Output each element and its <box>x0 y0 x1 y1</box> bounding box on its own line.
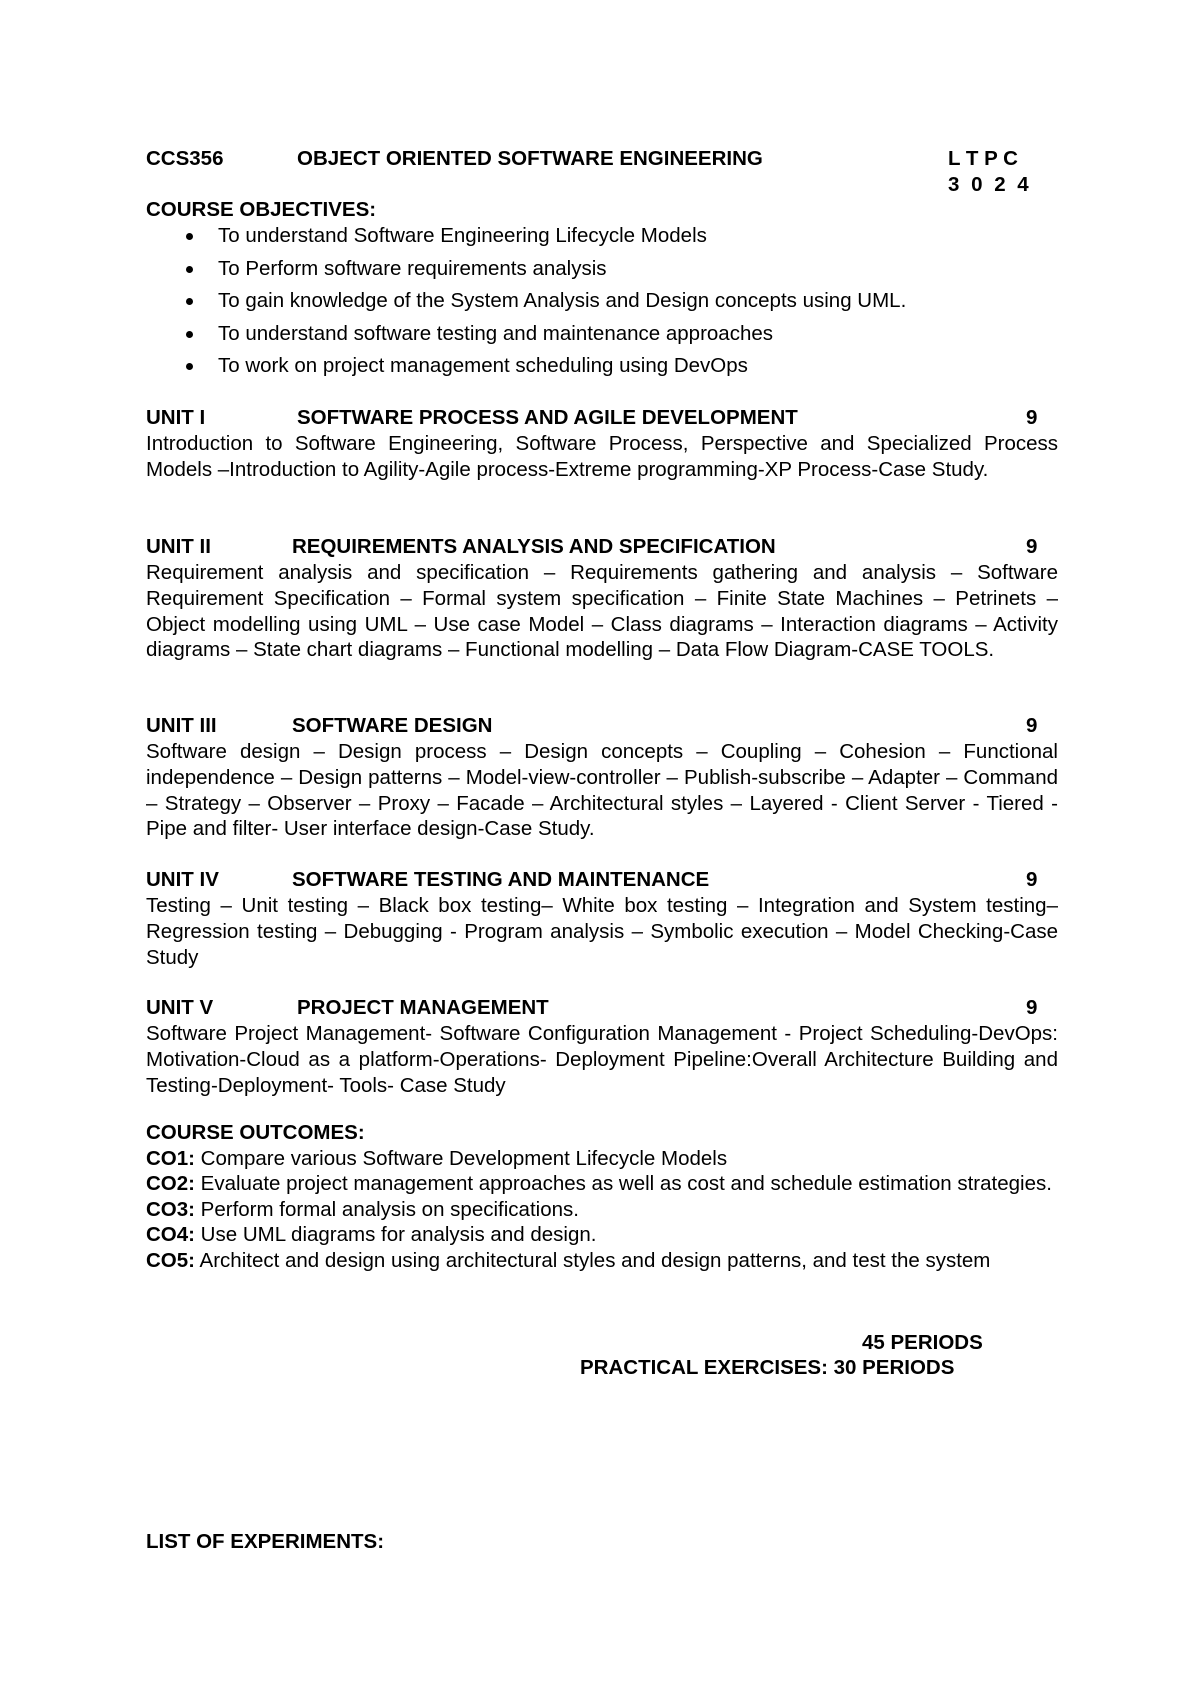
unit-body: Software design – Design process – Design concepts – Coupling – Cohesion – Functional independence – Design patterns – Model-view-controller – Publish-subscribe – Adapter – Command – Strategy – Observer – Proxy – Facade – Architectural styles – Layered - Client Server - Tiered - Pipe and filter- User interface design-Case Study. <box>146 740 1058 841</box>
outcome-item <box>146 1197 1058 1223</box>
unit-title: SOFTWARE PROCESS AND AGILE DEVELOPMENT <box>297 406 798 429</box>
unit-body: Requirement analysis and specification – Requirements gathering and analysis – Software Requirement Specification – Formal system specification – Finite State Machines – Petrinets – Object modelling using UML – Use case Model – Class diagrams – Interaction diagrams – Activity diagrams – State chart diagrams – Functional modelling – Data Flow Diagram-CASE TOOLS. <box>146 561 1058 662</box>
outcome-text: Use UML diagrams for analysis and design. <box>194 1223 597 1247</box>
objective-item: To gain knowledge of the System Analysis and Design concepts using UML. <box>186 288 906 321</box>
ltpc-values: 3 0 2 4 <box>948 173 1032 196</box>
unit-heading <box>146 995 1058 1021</box>
unit-heading <box>146 867 1058 893</box>
objectives-title: COURSE OBJECTIVES: <box>146 198 377 221</box>
unit-hours: 9 <box>1026 535 1038 558</box>
unit-title: SOFTWARE DESIGN <box>292 714 493 737</box>
outcome-text: Compare various Software Development Lifecycle Models <box>194 1146 728 1170</box>
unit-label: UNIT II <box>146 535 211 558</box>
unit-heading <box>146 713 1058 739</box>
practical-periods: PRACTICAL EXERCISES: 30 PERIODS <box>580 1356 955 1379</box>
unit-heading <box>146 534 1058 560</box>
unit-label: UNIT I <box>146 406 206 429</box>
unit-hours: 9 <box>1026 406 1038 429</box>
unit-hours: 9 <box>1026 996 1038 1019</box>
unit-4 <box>146 867 1058 970</box>
unit-hours: 9 <box>1026 868 1038 891</box>
ltpc-label: L T P C <box>948 147 1018 170</box>
course-title: OBJECT ORIENTED SOFTWARE ENGINEERING <box>297 147 763 170</box>
unit-body: Introduction to Software Engineering, Software Process, Perspective and Specialized Process Models –Introduction to Agility-Agile process-Extreme programming-XP Process-Case Study. <box>146 432 1058 481</box>
outcome-text: Perform formal analysis on specifications. <box>194 1197 579 1221</box>
objective-item: To Perform software requirements analysis <box>186 256 906 289</box>
unit-title: PROJECT MANAGEMENT <box>297 996 549 1019</box>
experiments-title: LIST OF EXPERIMENTS: <box>146 1530 385 1553</box>
outcome-item <box>146 1146 1058 1172</box>
objective-item: To understand software testing and maintenance approaches <box>186 321 906 354</box>
unit-label: UNIT IV <box>146 868 219 891</box>
outcome-item <box>146 1222 1058 1248</box>
outcome-text: Evaluate project management approaches as well as cost and schedule estimation strategies. <box>194 1172 1052 1196</box>
unit-title: SOFTWARE TESTING AND MAINTENANCE <box>292 868 710 891</box>
outcome-code: CO2: <box>146 1172 195 1196</box>
unit-heading <box>146 405 1058 431</box>
course-code: CCS356 <box>146 147 224 170</box>
outcome-code: CO3: <box>146 1197 195 1221</box>
outcome-item <box>146 1248 1058 1274</box>
unit-2 <box>146 534 1058 663</box>
unit-label: UNIT III <box>146 714 217 737</box>
objectives-list <box>186 223 906 386</box>
unit-title: REQUIREMENTS ANALYSIS AND SPECIFICATION <box>292 535 776 558</box>
outcome-code: CO1: <box>146 1146 195 1170</box>
unit-body: Testing – Unit testing – Black box testing– White box testing – Integration and System testing– Regression testing – Debugging - Program analysis – Symbolic execution – Model Checking-Case Study <box>146 894 1058 969</box>
outcome-code: CO4: <box>146 1223 195 1247</box>
unit-3 <box>146 713 1058 842</box>
objective-item: To understand Software Engineering Lifecycle Models <box>186 223 906 256</box>
unit-label: UNIT V <box>146 996 214 1019</box>
outcomes-title: COURSE OUTCOMES: <box>146 1121 365 1144</box>
unit-body: Software Project Management- Software Configuration Management - Project Scheduling-DevOps: Motivation-Cloud as a platform-Operations- Deployment Pipeline:Overall Architecture Building and Testing-Deployment- Tools- Case Study <box>146 1022 1058 1097</box>
outcome-item <box>146 1171 1058 1197</box>
outcome-text: Architect and design using architectural styles and design patterns, and test the system <box>194 1248 991 1272</box>
course-outcomes <box>146 1120 1058 1274</box>
outcome-code: CO5: <box>146 1248 195 1272</box>
theory-periods: 45 PERIODS <box>862 1331 983 1354</box>
unit-5 <box>146 995 1058 1098</box>
unit-1 <box>146 405 1058 483</box>
objective-item: To work on project management scheduling using DevOps <box>186 353 906 386</box>
unit-hours: 9 <box>1026 714 1038 737</box>
